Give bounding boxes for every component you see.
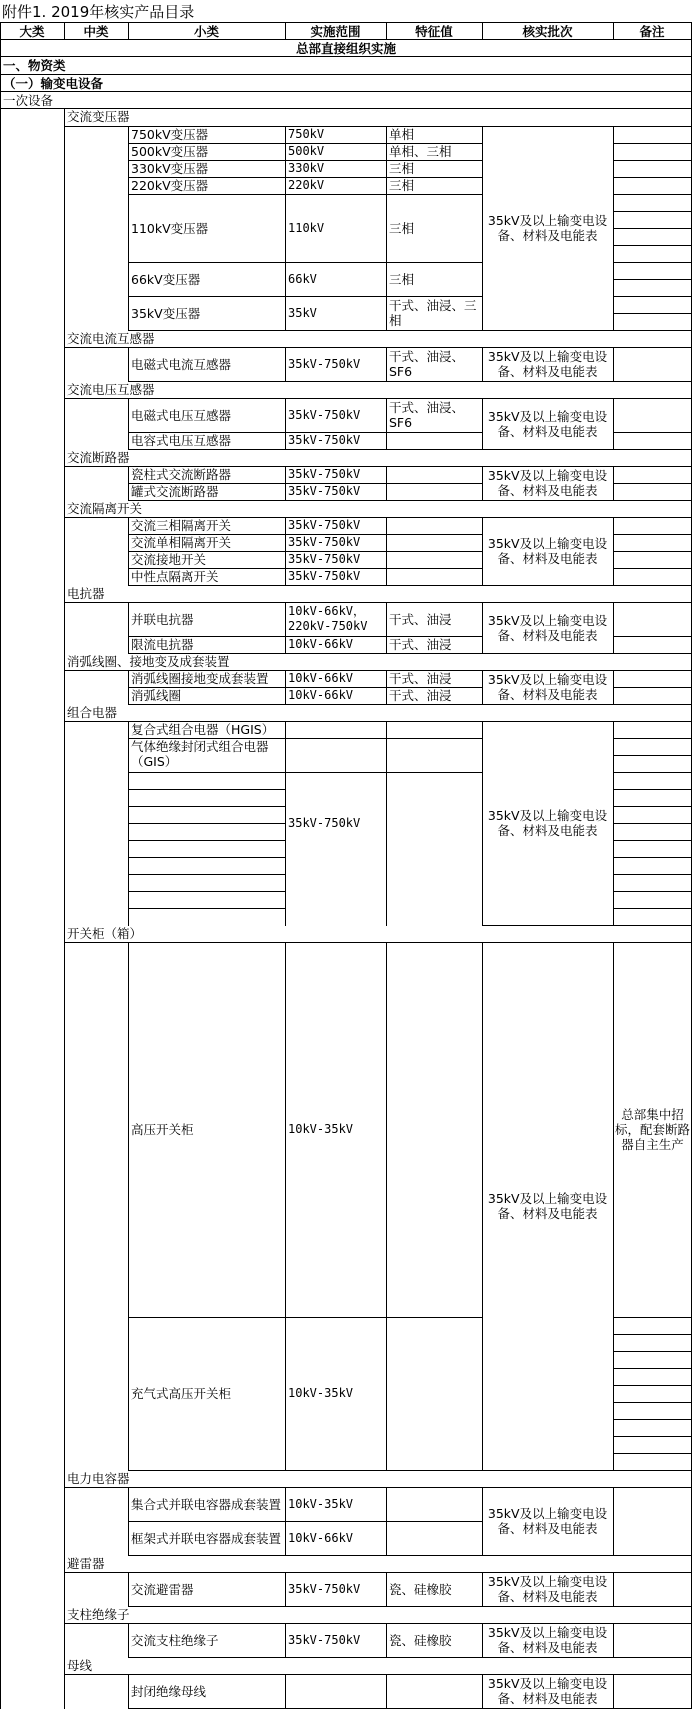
grid-line: [482, 381, 614, 382]
item-feature: 单相、三相: [389, 144, 452, 159]
grid-line: [482, 347, 483, 382]
grid-line: [0, 91, 692, 92]
item-feature: 瓷、硅橡胶: [389, 1581, 452, 1597]
group-name: 电抗器: [67, 586, 105, 601]
grid-line: [0, 39, 692, 40]
grid-line: [613, 908, 692, 909]
grid-line: [613, 194, 692, 195]
grid-line: [386, 398, 387, 450]
grid-line: [482, 398, 483, 450]
item-feature: 三相: [389, 271, 415, 287]
item-range: 10kV-35kV: [288, 1386, 354, 1400]
item-range: 220kV: [288, 178, 325, 192]
grid-line: [386, 22, 387, 40]
grid-line: [128, 126, 129, 331]
item-range: 10kV-66kV: [288, 637, 354, 651]
grid-line: [613, 789, 692, 790]
item-range: 500kV: [288, 144, 325, 158]
grid-line: [128, 330, 483, 331]
grid-line: [613, 942, 614, 1471]
grid-line: [613, 874, 692, 875]
group-name: 组合电器: [67, 705, 118, 720]
grid-line: [386, 942, 387, 1471]
item-name: 交流单相隔离开关: [131, 535, 232, 550]
item-range: 110kV: [288, 220, 325, 235]
grid-line: [613, 636, 692, 637]
item-name: 集合式并联电容器成套装置: [131, 1496, 282, 1512]
item-name: 消弧线圈接地变成套装置: [131, 671, 269, 686]
grid-line: [613, 1351, 692, 1352]
group-name: 开关柜（箱）: [67, 926, 143, 941]
grid-line: [613, 160, 692, 161]
batch-cell: 35kV及以上输变电设备、材料及电能表: [487, 1676, 608, 1706]
grid-line: [613, 1334, 692, 1335]
grid-line: [0, 22, 1, 1709]
item-range: 35kV-750kV: [288, 433, 361, 447]
item-feature: 瓷、硅橡胶: [389, 1632, 452, 1648]
batch-cell: 35kV及以上输变电设备、材料及电能表: [487, 1506, 608, 1536]
group-name: 母线: [67, 1658, 93, 1673]
grid-line: [128, 449, 483, 450]
grid-line: [613, 296, 692, 297]
grid-line: [128, 789, 286, 790]
grid-line: [613, 1453, 692, 1454]
grid-line: [482, 1555, 614, 1556]
grid-line: [285, 602, 286, 654]
grid-line: [64, 1487, 692, 1488]
grid-line: [128, 908, 286, 909]
grid-line: [613, 449, 692, 450]
grid-line: [128, 1521, 483, 1522]
item-range: 35kV-750kV: [288, 407, 361, 422]
grid-line: [128, 857, 286, 858]
grid-line: [128, 840, 286, 841]
item-name: 封闭绝缘母线: [131, 1683, 207, 1699]
grid-line: [128, 891, 286, 892]
grid-line: [613, 551, 692, 552]
grid-line: [613, 1419, 692, 1420]
column-header: 小类: [193, 24, 219, 39]
item-name: 交流接地开关: [131, 552, 207, 567]
item-range: 35kV-750kV: [288, 1581, 361, 1596]
item-name: 66kV变压器: [131, 271, 201, 287]
grid-line: [613, 738, 692, 739]
grid-line: [613, 653, 692, 654]
grid-line: [613, 755, 692, 756]
grid-line: [386, 721, 387, 926]
item-name: 消弧线圈: [131, 688, 182, 703]
grid-line: [613, 432, 692, 433]
grid-line: [482, 449, 614, 450]
grid-line: [128, 1555, 483, 1556]
item-range: 750kV: [288, 127, 325, 141]
grid-line: [64, 22, 65, 40]
item-name: 瓷柱式交流断路器: [131, 467, 232, 482]
grid-line: [128, 1470, 483, 1471]
grid-line: [128, 585, 483, 586]
item-name: 330kV变压器: [131, 161, 209, 176]
item-name: 35kV变压器: [131, 305, 201, 321]
grid-line: [613, 1487, 614, 1556]
grid-line: [128, 500, 483, 501]
grid-line: [482, 1606, 614, 1607]
grid-line: [613, 262, 692, 263]
item-name: 交流支柱绝缘子: [131, 1632, 219, 1648]
item-range: 10kV-66kV: [288, 1530, 354, 1545]
item-name: 电磁式电压互感器: [131, 407, 232, 423]
grid-line: [613, 857, 692, 858]
batch-cell: 35kV及以上输变电设备、材料及电能表: [487, 1574, 608, 1604]
grid-line: [64, 1674, 692, 1675]
item-range: 35kV-750kV: [288, 356, 361, 371]
item-feature: 干式、油浸: [389, 671, 452, 686]
item-range: 35kV-750kV: [288, 1632, 361, 1647]
column-header: 特征值: [415, 24, 453, 39]
grid-line: [613, 143, 692, 144]
grid-line: [613, 891, 692, 892]
grid-line: [386, 602, 387, 654]
grid-line: [482, 126, 483, 331]
grid-line: [482, 1657, 614, 1658]
grid-line: [386, 1674, 387, 1709]
grid-line: [285, 1623, 286, 1658]
batch-cell: 35kV及以上输变电设备、材料及电能表: [487, 536, 608, 566]
grid-line: [613, 1572, 614, 1607]
item-range: 35kV-750kV: [288, 484, 361, 498]
grid-line: [613, 1385, 692, 1386]
item-range: 35kV-750kV: [288, 467, 361, 481]
item-range: 35kV-750kV: [288, 815, 361, 830]
grid-line: [613, 381, 692, 382]
grid-line: [64, 602, 692, 603]
grid-line: [64, 942, 692, 943]
column-header: 实施范围: [310, 24, 361, 39]
batch-cell: 35kV及以上输变电设备、材料及电能表: [487, 408, 608, 439]
grid-line: [285, 1572, 286, 1607]
grid-line: [613, 687, 692, 688]
item-range: 10kV-66kV: [288, 671, 354, 685]
item-feature: 干式、油浸、SF6: [389, 400, 465, 430]
grid-line: [613, 1402, 692, 1403]
grid-line: [482, 500, 614, 501]
batch-cell: 35kV及以上输变电设备、材料及电能表: [487, 808, 608, 838]
grid-line: [613, 347, 614, 382]
grid-line: [482, 1623, 483, 1658]
item-range: 10kV-66kV，220kV-750kV: [288, 604, 368, 633]
item-name: 电容式电压互感器: [131, 433, 232, 448]
grid-line: [64, 1572, 692, 1573]
group-name: 避雷器: [67, 1556, 105, 1571]
grid-line: [613, 534, 692, 535]
grid-line: [613, 1436, 692, 1437]
grid-line: [386, 347, 387, 382]
batch-cell: 35kV及以上输变电设备、材料及电能表: [487, 468, 608, 498]
grid-line: [482, 585, 614, 586]
document-title: 附件1. 2019年核实产品目录: [2, 3, 195, 21]
grid-line: [613, 1657, 692, 1658]
item-name: 交流三相隔离开关: [131, 518, 232, 533]
grid-line: [613, 806, 692, 807]
item-range: 10kV-35kV: [288, 1496, 354, 1511]
grid-line: [613, 772, 692, 773]
grid-line: [482, 1470, 614, 1471]
grid-line: [613, 500, 692, 501]
item-range: 35kV-750kV: [288, 518, 361, 532]
grid-line: [128, 772, 286, 773]
item-range: 330kV: [288, 161, 325, 175]
item-name: 并联电抗器: [131, 611, 194, 627]
grid-line: [0, 74, 692, 75]
grid-line: [613, 704, 692, 705]
grid-line: [128, 381, 483, 382]
group-name: 消弧线圈、接地变及成套装置: [67, 654, 230, 669]
grid-line: [613, 1470, 692, 1471]
grid-line: [64, 398, 692, 399]
item-name: 高压开关柜: [131, 1122, 194, 1137]
grid-line: [613, 1555, 692, 1556]
item-feature: 干式、油浸: [389, 611, 452, 627]
item-feature: 干式、油浸、三相: [389, 298, 477, 328]
item-range: 10kV-35kV: [288, 1122, 354, 1136]
grid-line: [613, 313, 692, 314]
item-name: 框架式并联电容器成套装置: [131, 1530, 282, 1546]
grid-line: [613, 1623, 614, 1658]
grid-line: [64, 347, 692, 348]
item-name: 中性点隔离开关: [131, 569, 219, 584]
item-feature: 干式、油浸: [389, 637, 452, 652]
grid-line: [613, 823, 692, 824]
grid-line: [285, 126, 286, 331]
item-name: 交流避雷器: [131, 1581, 194, 1597]
batch-cell: 35kV及以上输变电设备、材料及电能表: [487, 349, 608, 379]
grid-line: [613, 568, 692, 569]
grid-line: [482, 925, 614, 926]
grid-line: [128, 262, 483, 263]
grid-line: [613, 245, 692, 246]
grid-line: [482, 721, 483, 926]
grid-line: [482, 1674, 483, 1709]
item-note: 总部集中招标，配套断路器自主生产: [615, 1107, 691, 1152]
grid-line: [613, 840, 692, 841]
grid-line: [482, 704, 614, 705]
group-name: 交流断路器: [67, 450, 130, 465]
grid-line: [482, 602, 483, 654]
group-name: 交流变压器: [67, 109, 130, 124]
item-range: 35kV-750kV: [288, 552, 361, 566]
grid-line: [128, 942, 129, 1471]
grid-line: [128, 347, 129, 382]
batch-cell: 35kV及以上输变电设备、材料及电能表: [487, 213, 608, 243]
grid-line: [386, 1623, 387, 1658]
grid-line: [386, 126, 387, 331]
grid-line: [0, 56, 692, 57]
column-header: 中类: [83, 24, 109, 39]
grid-line: [128, 398, 129, 450]
grid-line: [613, 279, 692, 280]
grid-line: [613, 585, 692, 586]
grid-line: [613, 602, 614, 654]
grid-line: [128, 874, 286, 875]
item-feature: 单相: [389, 127, 415, 142]
grid-line: [128, 1606, 483, 1607]
grid-line: [0, 22, 692, 23]
batch-cell: 35kV及以上输变电设备、材料及电能表: [487, 1191, 608, 1221]
grid-line: [613, 1368, 692, 1369]
item-range: 35kV-750kV: [288, 535, 361, 549]
grid-line: [128, 806, 286, 807]
grid-line: [285, 22, 286, 40]
batch-cell: 35kV及以上输变电设备、材料及电能表: [487, 672, 608, 702]
item-name: 220kV变压器: [131, 178, 209, 193]
grid-line: [613, 1674, 614, 1709]
grid-line: [482, 22, 483, 40]
group-name: 交流电压互感器: [67, 382, 155, 397]
item-name: 电磁式电流互感器: [131, 356, 232, 372]
item-name: 750kV变压器: [131, 127, 209, 142]
category-level-1: 一、物资类: [3, 58, 66, 73]
grid-line: [128, 1674, 129, 1709]
grid-line: [128, 602, 129, 654]
item-range: 35kV-750kV: [288, 569, 361, 583]
grid-line: [128, 1623, 129, 1658]
group-name: 交流隔离开关: [67, 501, 143, 516]
item-range: 66kV: [288, 271, 317, 286]
grid-line: [128, 22, 129, 40]
item-name: 500kV变压器: [131, 144, 209, 159]
grid-line: [128, 1572, 129, 1607]
group-name: 电力电容器: [67, 1471, 130, 1486]
grid-line: [613, 1317, 692, 1318]
grid-line: [285, 1674, 286, 1709]
item-feature: 干式、油浸: [389, 688, 452, 703]
item-feature: 三相: [389, 161, 415, 176]
grid-line: [128, 1317, 483, 1318]
grid-line: [613, 398, 614, 450]
item-range: 35kV: [288, 305, 317, 320]
column-header: 核实批次: [522, 24, 573, 39]
grid-line: [285, 942, 286, 1471]
category-level-2: （一）输变电设备: [3, 76, 104, 91]
grid-line: [128, 704, 483, 705]
grid-line: [613, 483, 692, 484]
grid-line: [285, 347, 286, 382]
batch-cell: 35kV及以上输变电设备、材料及电能表: [487, 612, 608, 643]
item-name: 气体绝缘封闭式组合电器（GIS）: [131, 739, 269, 769]
grid-line: [64, 108, 65, 1709]
batch-cell: 35kV及以上输变电设备、材料及电能表: [487, 1625, 608, 1655]
column-header: 备注: [639, 24, 665, 39]
item-range: 10kV-66kV: [288, 688, 354, 702]
item-name: 110kV变压器: [131, 220, 209, 236]
category-level-3: 一次设备: [3, 93, 54, 108]
item-name: 复合式组合电器（HGIS）: [131, 722, 275, 737]
grid-line: [285, 398, 286, 450]
item-feature: 三相: [389, 178, 415, 193]
item-name: 限流电抗器: [131, 637, 194, 652]
section-header: 总部直接组织实施: [295, 41, 396, 56]
grid-line: [128, 194, 483, 195]
grid-line: [613, 22, 614, 40]
grid-line: [613, 228, 692, 229]
group-name: 支柱绝缘子: [67, 1607, 130, 1622]
grid-line: [64, 1623, 692, 1624]
grid-line: [613, 925, 692, 926]
grid-line: [128, 296, 483, 297]
grid-line: [613, 330, 692, 331]
grid-line: [613, 211, 692, 212]
grid-line: [613, 1606, 692, 1607]
group-name: 交流电流互感器: [67, 331, 155, 346]
item-name: 罐式交流断路器: [131, 484, 219, 499]
grid-line: [128, 823, 286, 824]
column-header: 大类: [19, 24, 45, 39]
grid-line: [128, 1657, 483, 1658]
grid-line: [386, 1572, 387, 1607]
item-name: 充气式高压开关柜: [131, 1386, 232, 1401]
grid-line: [482, 1572, 483, 1607]
item-feature: 干式、油浸、SF6: [389, 349, 465, 379]
grid-line: [613, 177, 692, 178]
grid-line: [482, 942, 483, 1471]
grid-line: [482, 330, 614, 331]
grid-line: [482, 653, 614, 654]
item-feature: 三相: [389, 220, 415, 236]
